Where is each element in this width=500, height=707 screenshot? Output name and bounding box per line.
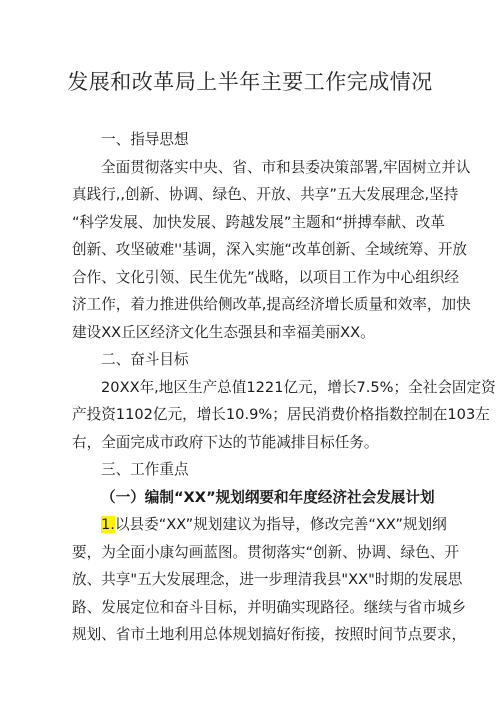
paragraph-line: 济工作，着力推进供给侧改革,提高经济增长质量和效率，加快 bbox=[72, 296, 471, 313]
paragraph-line: 全面贯彻落实中央、省、市和县委决策部署,牢固树立并认 bbox=[101, 158, 471, 176]
paragraph-line: 规划、省市土地利用总体规划搞好衔接，按照时间节点要求， bbox=[72, 626, 467, 643]
document-body bbox=[72, 126, 496, 649]
document-title: 发展和改革局上半年主要工作完成情况 bbox=[67, 70, 433, 94]
section-heading-work-priorities: 三、工作重点 bbox=[101, 461, 189, 478]
section-heading-goals: 二、奋斗目标 bbox=[101, 351, 189, 368]
subsection-heading-planning: （一）编制“XX”规划纲要和年度经济社会发展计划 bbox=[101, 488, 435, 506]
paragraph-line: 创新、攻坚破难''基调，深入实施“改革创新、全域统筹、开放 bbox=[72, 241, 468, 258]
paragraph-line: “科学发展、加快发展、跨越发展”主题和“拼搏奉献、改革 bbox=[72, 213, 445, 231]
paragraph-line: 路、发展定位和奋斗目标，并明确实现路径。继续与省市城乡 bbox=[72, 598, 467, 616]
item-1-text: 以县委“XX”规划建议为指导，修改完善“XX”规划纲 bbox=[114, 516, 447, 533]
list-item-1-first-line bbox=[72, 511, 447, 539]
paragraph-line: 右，全面完成市政府下达的节能减排目标任务。 bbox=[72, 433, 379, 451]
paragraph-line: 放、共享"五大发展理念，进一步理清我县"XX"时期的发展思 bbox=[72, 571, 463, 588]
paragraph-line: 建设XX丘区经济文化生态强县和幸福美丽XX。 bbox=[72, 323, 375, 341]
section-heading-guiding-ideology: 一、指导思想 bbox=[101, 131, 189, 148]
item-number-highlight: 1. bbox=[101, 516, 115, 533]
paragraph-line: 20XX年,地区生产总值1221亿元，增长7.5%；全社会固定资 bbox=[101, 378, 496, 396]
paragraph-line: 产投资1102亿元，增长10.9%；居民消费价格指数控制在103左 bbox=[72, 406, 490, 423]
paragraph-line: 真践行,,创新、协调、绿色、开放、共享”五大发展理念,坚持 bbox=[72, 186, 459, 203]
paragraph-line: 合作、文化引领、民生优先”战略，以项目工作为中心组织经 bbox=[72, 268, 460, 286]
paragraph-line: 要，为全面小康勾画蓝图。贯彻落实“创新、协调、绿色、开 bbox=[72, 543, 460, 561]
